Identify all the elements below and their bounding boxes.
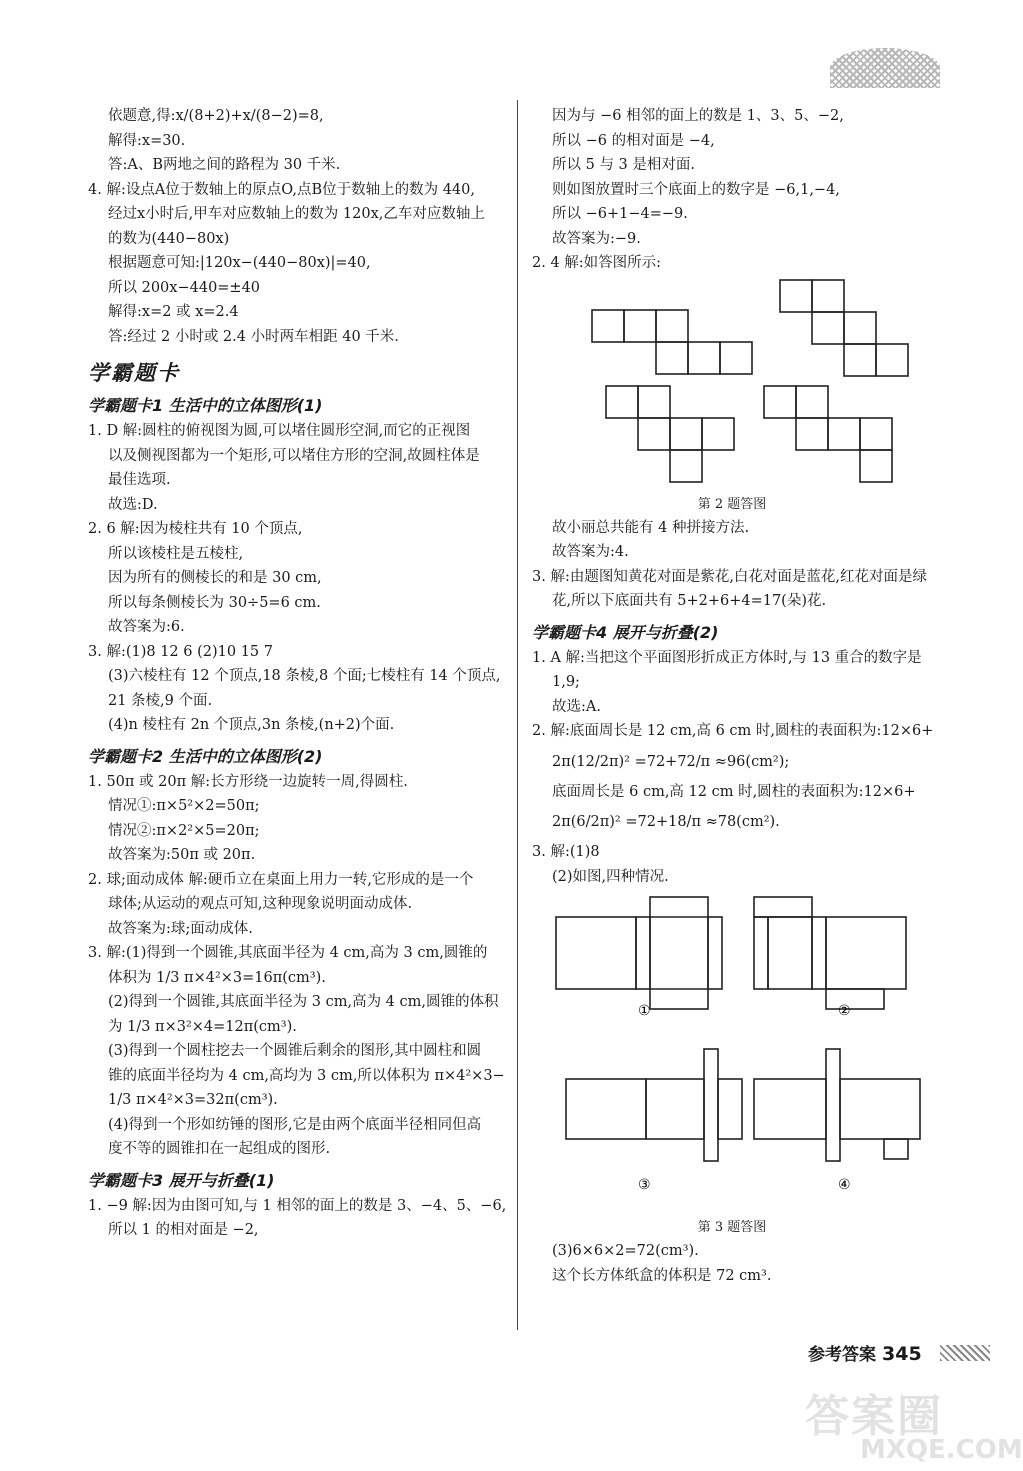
net-c: [606, 386, 734, 482]
footer-decoration: [940, 1345, 990, 1361]
text-line: 答:经过 2 小时或 2.4 小时两车相距 40 千米.: [108, 328, 399, 345]
figure-caption: 第 2 题答图: [697, 496, 767, 512]
net-1: [556, 897, 722, 1009]
text-line: 1. D 解:圆柱的俯视图为圆,可以堵住圆形空洞,而它的正视图: [88, 423, 471, 439]
text-line: (4)n 棱柱有 2n 个顶点,3n 条棱,(n+2)个面.: [108, 717, 395, 733]
text-line: 2. 6 解:因为棱柱共有 10 个顶点,: [88, 521, 303, 537]
text-line: 4. 解:设点A位于数轴上的原点O,点B位于数轴上的数为 440,: [88, 181, 475, 198]
text-line: 情况②:π×2²×5=20π;: [108, 822, 260, 839]
text-line: 所以每条侧棱长为 30÷5=6 cm.: [108, 594, 321, 611]
text-line: 解得:x=30.: [108, 132, 186, 149]
text-line: 体积为 1/3 π×4²×3=16π(cm³).: [108, 969, 326, 986]
text-line: 3. 解:(1)得到一个圆锥,其底面半径为 4 cm,高为 3 cm,圆锥的: [88, 945, 488, 961]
text-line: 2. 球;面动成体 解:硬币立在桌面上用力一转,它形成的是一个: [88, 871, 474, 888]
text-line: 所以该棱柱是五棱柱,: [108, 545, 244, 562]
text-line: 情况①:π×5²×2=50π;: [108, 798, 260, 814]
text-line: 故答案为:6.: [108, 619, 185, 635]
text-line: 根据题意可知:|120x−(440−80x)|=40,: [108, 255, 371, 271]
figure-label-3: ③: [638, 1177, 651, 1193]
text-line: (3)得到一个圆柱挖去一个圆锥后剩余的图形,其中圆柱和圆: [108, 1043, 482, 1059]
watermark-logo: 答案圈: [805, 1391, 943, 1442]
text-line: (3)六棱柱有 12 个顶点,18 条棱,8 个面;七棱柱有 14 个顶点,: [108, 668, 501, 684]
box-nets-diagram: [532, 893, 932, 1213]
text-line: (4)得到一个形如纺锤的图形,它是由两个底面半径相同但高: [108, 1116, 482, 1133]
left-column: [88, 104, 506, 1243]
text-line: 2. 解:底面周长是 12 cm,高 6 cm 时,圆柱的表面积为:12×6+: [532, 723, 934, 739]
net-2: [754, 897, 906, 1009]
text-line: 1/3 π×4²×3=32π(cm³).: [108, 1092, 278, 1108]
cube-nets-diagram: [532, 280, 932, 490]
card-title: 学霸题卡4 展开与折叠(2): [532, 622, 719, 642]
text-line: 故选:D.: [108, 496, 158, 513]
net-b: [780, 280, 908, 376]
text-line: 这个长方体纸盒的体积是 72 cm³.: [552, 1267, 772, 1284]
card-title: 学霸题卡1 生活中的立体图形(1): [88, 396, 323, 415]
text-line: (2)得到一个圆锥,其底面半径为 3 cm,高为 4 cm,圆锥的体积: [108, 994, 499, 1010]
text-line: 故答案为:4.: [552, 544, 629, 560]
card-title: 学霸题卡2 生活中的立体图形(2): [88, 746, 323, 766]
text-line: 3. 解:由题图知黄花对面是紫花,白花对面是蓝花,红花对面是绿: [532, 568, 928, 585]
footer-label: 参考答案: [808, 1345, 876, 1365]
text-line: 以及侧视图都为一个矩形,可以堵住方形的空洞,故圆柱体是: [108, 447, 480, 464]
text-line: 则如图放置时三个底面上的数字是 −6,1,−4,: [552, 181, 840, 198]
text-line: 1. A 解:当把这个平面图形折成正方体时,与 13 重合的数字是: [532, 649, 922, 666]
formula-line: 2π(6/2π)² =72+18/π ≈78(cm²).: [552, 814, 780, 830]
column-divider: [517, 100, 518, 1330]
text-line: 答:A、B两地之间的路程为 30 千米.: [108, 157, 341, 173]
page-footer: [808, 1340, 922, 1365]
text-line: (3)6×6×2=72(cm³).: [552, 1243, 699, 1259]
figure-label-1: ①: [638, 1003, 651, 1019]
text-line: 所以 1 的相对面是 −2,: [108, 1222, 259, 1238]
text-line: 1,9;: [552, 674, 580, 690]
text-line: 依题意,得:x/(8+2)+x/(8−2)=8,: [108, 108, 324, 124]
text-line: 3. 解:(1)8: [532, 844, 600, 860]
text-line: 1. −9 解:因为由图可知,与 1 相邻的面上的数是 3、−4、5、−6,: [88, 1197, 507, 1214]
text-line: 度不等的圆锥扣在一起组成的图形.: [108, 1141, 331, 1157]
text-line: 故答案为:−9.: [552, 230, 641, 247]
text-line: 因为所有的侧棱长的和是 30 cm,: [108, 570, 322, 586]
text-line: 解得:x=2 或 x=2.4: [108, 304, 239, 320]
text-line: 经过x小时后,甲车对应数轴上的数为 120x,乙车对应数轴上: [108, 206, 485, 222]
card-title: 学霸题卡3 展开与折叠(1): [88, 1170, 275, 1190]
section-title: 学霸题卡: [88, 361, 180, 385]
figure-label-4: ④: [838, 1177, 851, 1193]
text-line: 所以 −6+1−4=−9.: [552, 206, 688, 222]
figure-q3-box-nets: [532, 893, 932, 1213]
text-line: 21 条棱,9 个面.: [108, 692, 213, 709]
text-line: 球体;从运动的观点可知,这种现象说明面动成体.: [108, 896, 413, 912]
watermark-url: MXQE.COM: [860, 1435, 1023, 1465]
figure-caption: 第 3 题答图: [697, 1220, 767, 1235]
text-line: 故答案为:50π 或 20π.: [108, 847, 256, 863]
text-line: 故答案为:球;面动成体.: [108, 920, 253, 937]
net-3: [566, 1049, 742, 1161]
formula-line: 2π(12/2π)² =72+72/π ≈96(cm²);: [552, 753, 790, 770]
text-line: 所以 5 与 3 是相对面.: [552, 157, 695, 173]
text-line: 锥的底面半径均为 4 cm,高均为 3 cm,所以体积为 π×4²×3−: [108, 1067, 505, 1084]
text-line: 1. 50π 或 20π 解:长方形绕一边旋转一周,得圆柱.: [88, 773, 408, 790]
text-line: 花,所以下底面共有 5+2+6+4=17(朵)花.: [552, 593, 827, 609]
text-line: 底面周长是 6 cm,高 12 cm 时,圆柱的表面积为:12×6+: [552, 783, 916, 800]
text-line: 所以 −6 的相对面是 −4,: [552, 132, 715, 149]
text-line: 故小丽总共能有 4 种拼接方法.: [552, 519, 750, 536]
figure-label-2: ②: [838, 1003, 851, 1019]
text-line: 为 1/3 π×3²×4=12π(cm³).: [108, 1018, 297, 1035]
right-column: [532, 104, 932, 1288]
figure-q2-nets: [532, 280, 932, 490]
net-4: [754, 1049, 920, 1161]
corner-decoration: [830, 48, 940, 88]
net-a: [592, 310, 752, 374]
text-line: 最佳选项.: [108, 472, 171, 488]
text-line: 2. 4 解:如答图所示:: [532, 255, 662, 271]
text-line: 因为与 −6 相邻的面上的数是 1、3、5、−2,: [552, 108, 844, 124]
text-line: (2)如图,四种情况.: [552, 868, 669, 885]
text-line: 3. 解:(1)8 12 6 (2)10 15 7: [88, 643, 273, 660]
text-line: 所以 200x−440=±40: [108, 279, 261, 296]
net-d: [764, 386, 892, 482]
text-line: 的数为(440−80x): [108, 230, 230, 247]
page-number: 345: [882, 1343, 922, 1365]
text-line: 故选:A.: [552, 698, 601, 715]
